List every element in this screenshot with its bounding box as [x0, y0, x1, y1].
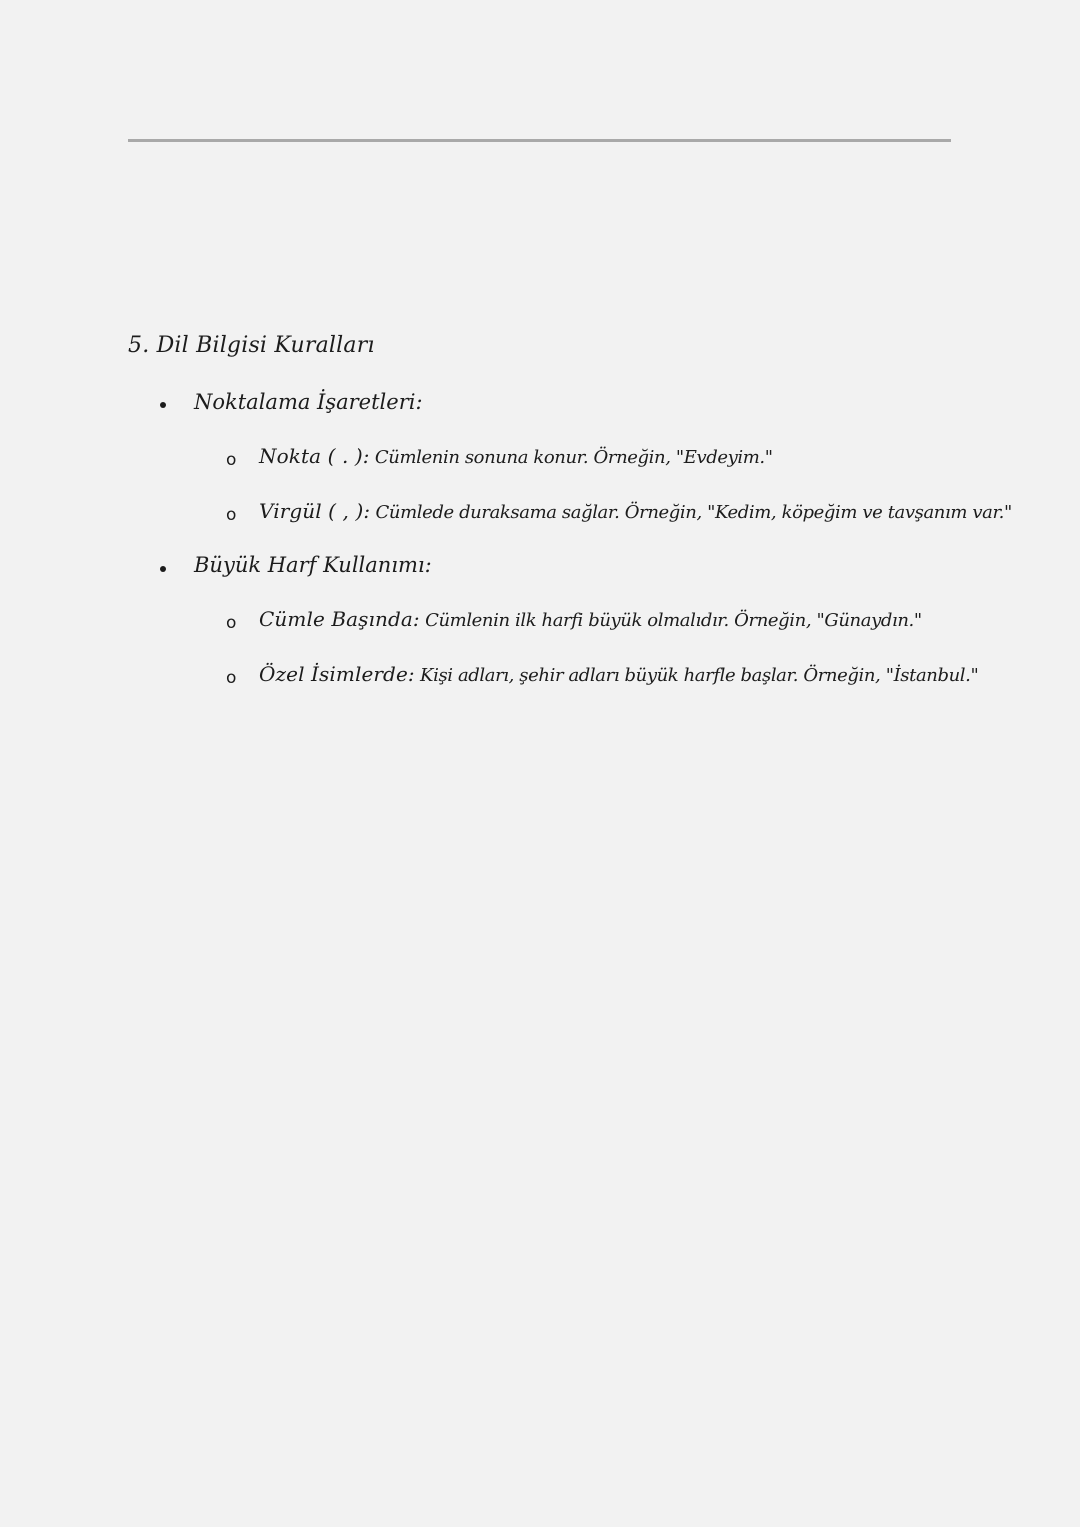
sub-item-text [259, 607, 922, 631]
sub-item-term: Cümle Başında: [259, 607, 420, 631]
sub-item-term: Özel İsimlerde: [259, 662, 415, 686]
circle-bullet-icon: o [226, 613, 237, 633]
circle-bullet-icon: o [226, 450, 237, 470]
sub-item-term: Virgül ( , ): [259, 499, 371, 523]
sub-item-description: Cümlede duraksama sağlar. Örneğin, "Kedim, köpeğim ve tavşanım var." [370, 502, 1012, 523]
circle-bullet-icon: o [226, 668, 237, 688]
sub-item-text [259, 444, 773, 468]
bullet-dot-icon [160, 402, 166, 408]
sub-item-term: Nokta ( . ): [259, 444, 370, 468]
bullet-label: Büyük Harf Kullanımı: [194, 553, 432, 577]
sub-item-description: Cümlenin ilk harfi büyük olmalıdır. Örneğin, "Günaydın." [419, 610, 922, 631]
sub-item-text [259, 499, 1012, 523]
circle-bullet-icon: o [226, 505, 237, 525]
sub-item-text [259, 662, 978, 686]
section-title: 5. Dil Bilgisi Kuralları [128, 333, 375, 358]
bullet-dot-icon [160, 566, 166, 572]
header-rule [128, 139, 951, 142]
sub-item-description: Kişi adları, şehir adları büyük harfle başlar. Örneğin, "İstanbul." [414, 665, 979, 686]
sub-item-description: Cümlenin sonuna konur. Örneğin, "Evdeyim." [369, 447, 773, 468]
bullet-label: Noktalama İşaretleri: [194, 390, 423, 414]
